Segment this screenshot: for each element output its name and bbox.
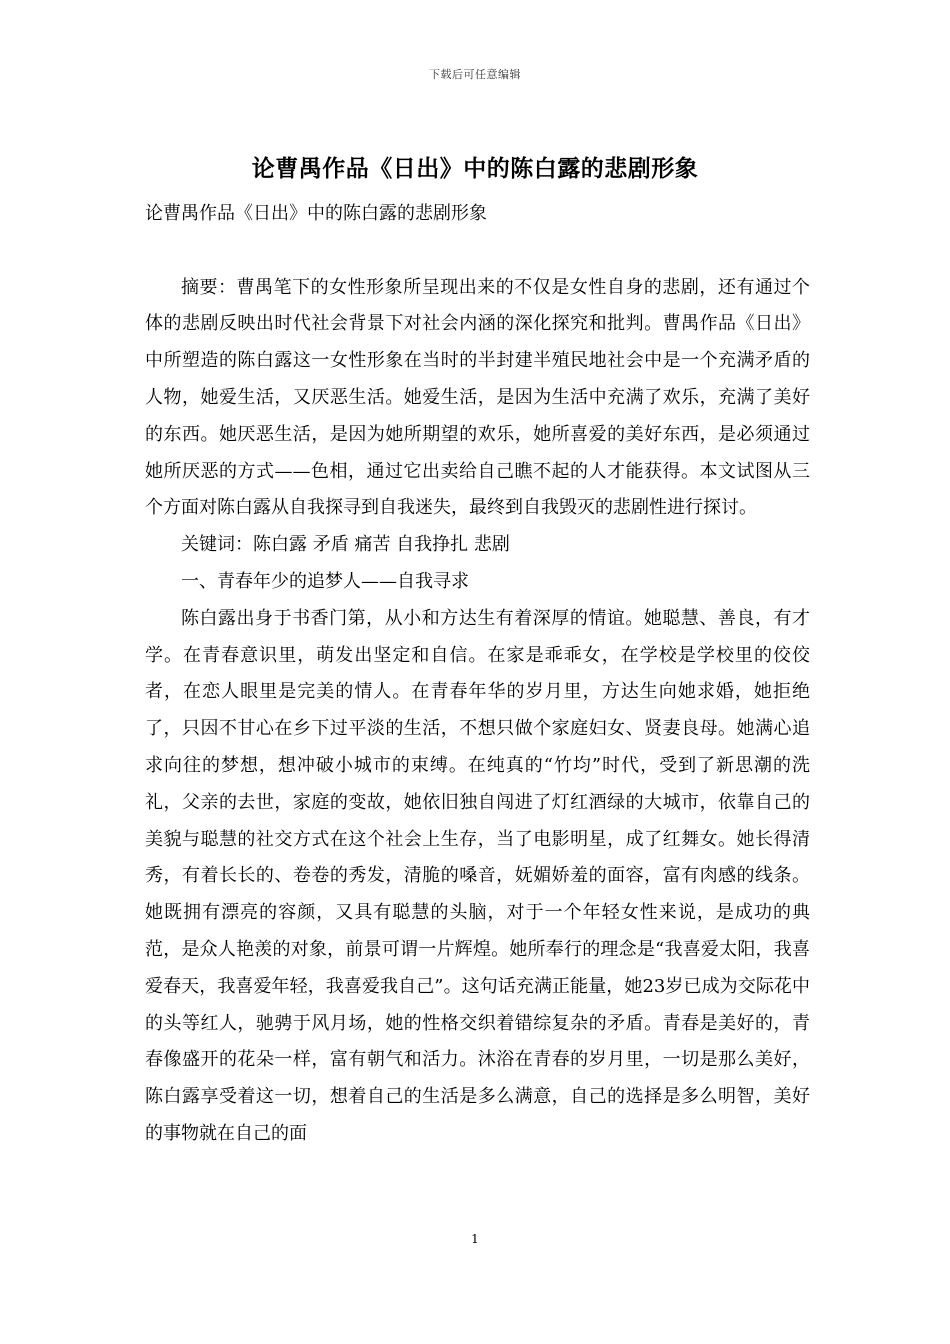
document-subtitle: 论曹禺作品《日出》中的陈白露的悲剧形象 [145, 203, 487, 224]
page-number: 1 [471, 1232, 479, 1246]
document-title: 论曹禺作品《日出》中的陈白露的悲剧形象 [251, 156, 699, 182]
section-heading: 一、青春年少的追梦人——自我寻求 [181, 570, 469, 592]
keywords-line: 关键词：陈白露 矛盾 痛苦 自我挣扎 悲剧 [181, 534, 510, 556]
header-note: 下载后可任意编辑 [429, 68, 521, 81]
abstract-paragraph: 摘要：曹禺笔下的女性形象所呈现出来的不仅是女性自身的悲剧，还有通过个体的悲剧反映出时代社会背景下对社会内涵的深化探究和批判。曹禺作品《日出》中所塑造的陈白露这一女性形象在当时的半封建半殖民地社会中是一个充满矛盾的人物，她爱生活，又厌恶生活。她爱生活，是因为生活中充满了欢乐，充满了美好的东西。她厌恶生活，是因为她所期望的欢乐，她所喜爱的美好东西，是必须通过她所厌恶的方式——色相，通过它出卖给自己瞧不起的人才能获得。本文试图从三个方面对陈白露从自我探寻到自我迷失，最终到自我毁灭的悲剧性进行探讨。 [145, 276, 810, 519]
document-body [145, 196, 810, 1153]
body-paragraph: 陈白露出身于书香门第，从小和方达生有着深厚的情谊。她聪慧、善良，有才学。在青春意识里，萌发出坚定和自信。在家是乖乖女，在学校是学校里的佼佼者，在恋人眼里是完美的情人。在青春年华的岁月里，方达生向她求婚，她拒绝了，只因不甘心在乡下过平淡的生活，不想只做个家庭妇女、贤妻良母。她满心追求向往的梦想，想冲破小城市的束缚。在纯真的“竹均”时代，受到了新思潮的洗礼，父亲的去世，家庭的变故，她依旧独自闯进了灯红酒绿的大城市，依靠自己的美貌与聪慧的社交方式在这个社会上生存，当了电影明星，成了红舞女。她长得清秀，有着长长的、卷卷的秀发，清脆的嗓音，妩媚娇羞的面容，富有肉感的线条。她既拥有漂亮的容颜，又具有聪慧的头脑，对于一个年轻女性来说，是成功的典范，是众人艳羡的对象，前景可谓一片辉煌。她所奉行的理念是“我喜爱太阳，我喜爱春天，我喜爱年轻，我喜爱我自己”。这句话充满正能量，她23岁已成为交际花中的头等红人，驰骋于风月场，她的性格交织着错综复杂的矛盾。青春是美好的，青春像盛开的花朵一样，富有朝气和活力。沐浴在青春的岁月里，一切是那么美好，陈白露享受着这一切，想着自己的生活是多么满意，自己的选择是多么明智，美好的事物就在自己的面 [145, 607, 810, 1144]
